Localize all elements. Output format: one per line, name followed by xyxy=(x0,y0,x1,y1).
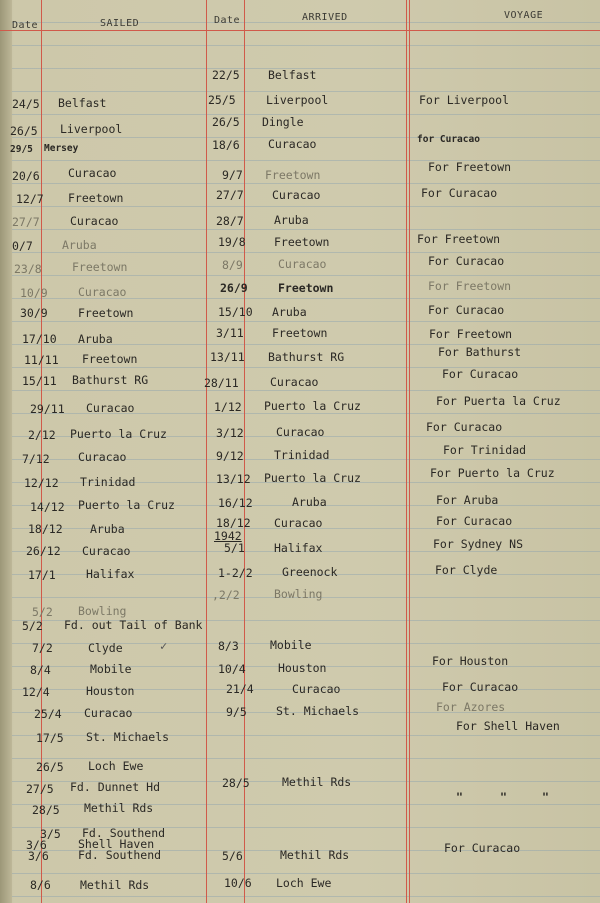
voyage-entry: For Bathurst xyxy=(438,345,522,359)
rule-voyage xyxy=(406,0,407,903)
sailed-date: 2/12 xyxy=(28,428,56,442)
sailed-date: 3/6 xyxy=(26,838,47,852)
sailed-date: 8/4 xyxy=(30,663,51,677)
sailed-date: 10/9 xyxy=(20,286,48,300)
arrived-date: 10/4 xyxy=(218,662,246,676)
voyage-entry: For Curacao xyxy=(442,367,519,381)
voyage-entry: For Puerto la Cruz xyxy=(430,466,555,480)
arrived-date: 1/12 xyxy=(214,400,242,414)
sailed-date: 12/12 xyxy=(24,476,59,490)
sailed-date: 12/4 xyxy=(22,685,50,699)
arrived-port: Freetown xyxy=(274,235,330,249)
sailed-date: 29/11 xyxy=(30,402,65,416)
arrived-port: Bathurst RG xyxy=(268,350,345,364)
sailed-port: Liverpool xyxy=(60,122,123,136)
sailed-port: Bowling xyxy=(78,604,127,618)
sailed-port: Puerto la Cruz xyxy=(78,498,175,512)
sailed-date: 18/12 xyxy=(28,522,63,536)
sailed-date: 12/7 xyxy=(16,192,44,206)
year-annotation: 1942 xyxy=(214,529,242,543)
voyage-entry: For Shell Haven xyxy=(456,719,560,733)
arrived-port: Aruba xyxy=(274,213,309,227)
arrived-date: 25/5 xyxy=(208,93,236,107)
arrived-date: 22/5 xyxy=(212,68,240,82)
arrived-port: Aruba xyxy=(292,495,327,509)
rule-arrived-port xyxy=(244,0,245,903)
sailed-port: St. Michaels xyxy=(86,730,170,744)
arrived-port: Aruba xyxy=(272,305,307,319)
sailed-port: Curacao xyxy=(70,214,119,228)
sailed-port: Mobile xyxy=(90,662,132,676)
arrived-date: 5/6 xyxy=(222,849,243,863)
voyage-entry: For Freetown xyxy=(417,232,501,246)
voyage-entry: For Curacao xyxy=(428,303,505,317)
arrived-port: Curacao xyxy=(268,137,317,151)
sailed-port: Fd. Southend xyxy=(82,826,166,840)
arrived-port: Puerto la Cruz xyxy=(264,471,361,485)
arrived-date: 28/7 xyxy=(216,214,244,228)
sailed-date: 3/6 xyxy=(28,849,49,863)
sailed-date: 26/12 xyxy=(26,544,61,558)
sailed-date: 15/11 xyxy=(22,374,57,388)
sailed-date: 5/2 xyxy=(22,619,43,633)
sailed-port: Aruba xyxy=(62,238,97,252)
voyage-entry: For Trinidad xyxy=(443,443,527,457)
arrived-date: 9/7 xyxy=(222,168,243,182)
sailed-date: 14/12 xyxy=(30,500,65,514)
sailed-port: Methil Rds xyxy=(84,801,154,815)
rule-arrived-date xyxy=(206,0,207,903)
arrived-port: Trinidad xyxy=(274,448,330,462)
sailed-date: 17/1 xyxy=(28,568,56,582)
sailed-date: 7/12 xyxy=(22,452,50,466)
sailed-port: Curacao xyxy=(78,285,127,299)
arrived-date: 5/1 xyxy=(224,541,245,555)
sailed-date: 28/5 xyxy=(32,803,60,817)
sailed-port: Trinidad xyxy=(80,475,136,489)
arrived-port: Bowling xyxy=(274,587,323,601)
voyage-entry: For Freetown xyxy=(428,279,512,293)
sailed-port: Freetown xyxy=(72,260,128,274)
sailed-date: 26/5 xyxy=(36,760,64,774)
sailed-port: Curacao xyxy=(86,401,135,415)
arrived-date: 3/12 xyxy=(216,426,244,440)
arrived-port: Curacao xyxy=(272,188,321,202)
sailed-date: 25/4 xyxy=(34,707,62,721)
sailed-port: Mersey xyxy=(44,143,79,154)
arrived-date: 1-2/2 xyxy=(218,566,253,580)
arrived-date: 27/7 xyxy=(216,188,244,202)
voyage-entry: For Curacao xyxy=(442,680,519,694)
arrived-port: Freetown xyxy=(272,326,328,340)
sailed-port: Halifax xyxy=(86,567,135,581)
sailed-port: Fd. out Tail of Bank xyxy=(64,618,203,632)
arrived-date: 16/12 xyxy=(218,496,253,510)
arrived-date: 13/11 xyxy=(210,350,245,364)
sailed-date: 17/10 xyxy=(22,332,57,346)
arrived-port: Dingle xyxy=(262,115,304,129)
sailed-port: Aruba xyxy=(90,522,125,536)
sailed-date: 27/7 xyxy=(12,215,40,229)
arrived-port: Halifax xyxy=(274,541,323,555)
header-arrived: ARRIVED xyxy=(302,12,348,23)
arrived-port: Liverpool xyxy=(266,93,329,107)
header-voyage: VOYAGE xyxy=(504,10,544,21)
arrived-port: Greenock xyxy=(282,565,338,579)
arrived-port: Curacao xyxy=(278,257,327,271)
sailed-port: Loch Ewe xyxy=(88,759,144,773)
arrived-port: Freetown xyxy=(278,281,334,295)
arrived-date: 8/9 xyxy=(222,258,243,272)
sailed-date: 7/2 xyxy=(32,641,53,655)
sailed-date: 27/5 xyxy=(26,782,54,796)
arrived-date: 10/6 xyxy=(224,876,252,890)
arrived-port: Methil Rds xyxy=(280,848,350,862)
voyage-entry: For Curacao xyxy=(428,254,505,268)
voyage-entry: For Curacao xyxy=(444,841,521,855)
arrived-date: 13/12 xyxy=(216,472,251,486)
arrived-date: 9/5 xyxy=(226,705,247,719)
sailed-date: 24/5 xyxy=(12,97,40,111)
voyage-entry: For Sydney NS xyxy=(433,537,524,551)
sailed-date: 0/7 xyxy=(12,239,33,253)
sailed-port: Freetown xyxy=(78,306,134,320)
sailed-date: 26/5 xyxy=(10,124,38,138)
sailed-date: 29/5 xyxy=(10,144,33,155)
arrived-port: Puerto la Cruz xyxy=(264,399,361,413)
header-date-left: Date xyxy=(12,20,39,31)
voyage-entry: For Azores xyxy=(436,700,506,714)
sailed-port: Houston xyxy=(86,684,135,698)
arrived-date: 9/12 xyxy=(216,449,244,463)
arrived-port: Belfast xyxy=(268,68,317,82)
sailed-date: 23/8 xyxy=(14,262,42,276)
arrived-date: 18/6 xyxy=(212,138,240,152)
voyage-entry: For Puerta la Cruz xyxy=(436,394,561,408)
sailed-date: 11/11 xyxy=(24,353,59,367)
arrived-date: ,2/2 xyxy=(212,588,240,602)
voyage-entry: For Curacao xyxy=(426,420,503,434)
voyage-entry: For Aruba xyxy=(436,493,499,507)
arrived-port: Curacao xyxy=(270,375,319,389)
sailed-port: Fd. Southend xyxy=(78,848,162,862)
header-rule xyxy=(0,30,600,31)
arrived-date: 19/8 xyxy=(218,235,246,249)
sailed-port: Fd. Dunnet Hd xyxy=(70,780,161,794)
sailed-port: Freetown xyxy=(82,352,138,366)
header-date-mid: Date xyxy=(214,15,241,26)
arrived-date: 8/3 xyxy=(218,639,239,653)
voyage-entry: For Freetown xyxy=(428,160,512,174)
header-sailed: SAILED xyxy=(100,18,140,29)
sailed-date: 8/6 xyxy=(30,878,51,892)
arrived-date: 15/10 xyxy=(218,305,253,319)
sailed-port: Curacao xyxy=(68,166,117,180)
arrived-port: Methil Rds xyxy=(282,775,352,789)
sailed-date: 5/2 xyxy=(32,605,53,619)
sailed-port: Bathurst RG xyxy=(72,373,149,387)
sailed-date: 17/5 xyxy=(36,731,64,745)
arrived-port: Curacao xyxy=(292,682,341,696)
sailed-port: Methil Rds xyxy=(80,878,150,892)
voyage-entry: For Freetown xyxy=(429,327,513,341)
arrived-date: 3/11 xyxy=(216,326,244,340)
voyage-entry: For Houston xyxy=(432,654,509,668)
arrived-port: Mobile xyxy=(270,638,312,652)
arrived-date: 26/9 xyxy=(220,281,248,295)
ditto-mark: " xyxy=(500,790,507,804)
sailed-port: Belfast xyxy=(58,96,107,110)
arrived-port: Curacao xyxy=(274,516,323,530)
sailed-port: Curacao xyxy=(84,706,133,720)
sailed-port: Clyde xyxy=(88,641,123,655)
arrived-port: Freetown xyxy=(265,168,321,182)
rule-voyage-double xyxy=(409,0,410,903)
ditto-mark: " xyxy=(542,790,549,804)
voyage-entry: for Curacao xyxy=(417,134,480,145)
arrived-date: 28/5 xyxy=(222,776,250,790)
sailed-date: 20/6 xyxy=(12,169,40,183)
sailed-port: Curacao xyxy=(78,450,127,464)
arrived-port: Curacao xyxy=(276,425,325,439)
voyage-entry: For Curacao xyxy=(421,186,498,200)
arrived-port: Houston xyxy=(278,661,327,675)
arrived-date: 28/11 xyxy=(204,376,239,390)
sailed-port: Puerto la Cruz xyxy=(70,427,167,441)
voyage-entry: For Liverpool xyxy=(419,93,510,107)
arrived-date: 26/5 xyxy=(212,115,240,129)
arrived-port: Loch Ewe xyxy=(276,876,332,890)
sailed-date: 30/9 xyxy=(20,306,48,320)
arrived-port: St. Michaels xyxy=(276,704,360,718)
sailed-date: 3/5 xyxy=(40,827,61,841)
voyage-entry: For Curacao xyxy=(436,514,513,528)
tick-mark: ✓ xyxy=(160,639,168,653)
ditto-mark: " xyxy=(456,790,463,804)
sailed-port: Curacao xyxy=(82,544,131,558)
voyage-entry: For Clyde xyxy=(435,563,498,577)
arrived-date: 21/4 xyxy=(226,682,254,696)
sailed-port: Shell Haven xyxy=(78,837,155,851)
sailed-port: Aruba xyxy=(78,332,113,346)
arrived-date: 18/12 xyxy=(216,516,251,530)
sailed-port: Freetown xyxy=(68,191,124,205)
